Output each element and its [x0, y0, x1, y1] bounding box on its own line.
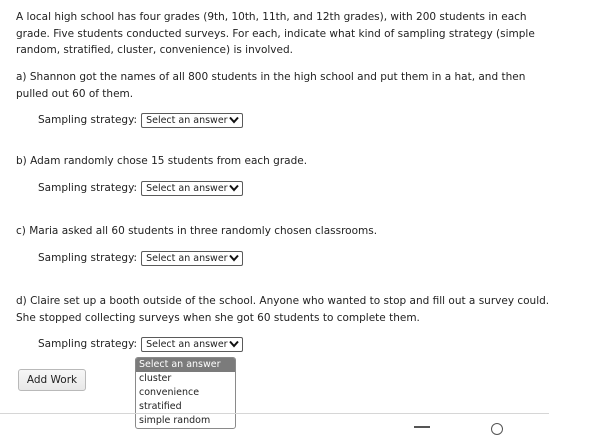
section-divider — [0, 413, 549, 414]
question-b-strategy-row — [38, 180, 243, 196]
select-value: Select an answer — [146, 252, 228, 264]
chevron-down-icon — [229, 116, 239, 124]
sampling-strategy-label: Sampling strategy: — [38, 252, 138, 264]
question-a-select[interactable] — [141, 113, 243, 128]
add-work-button[interactable]: Add Work — [18, 369, 86, 391]
circle-icon — [491, 423, 503, 435]
dropdown-option-cluster[interactable]: cluster — [139, 373, 172, 384]
minus-icon — [414, 426, 430, 428]
chevron-down-icon — [229, 340, 239, 348]
question-c-strategy-row — [38, 250, 243, 266]
question-b-text: b) Adam randomly chose 15 students from each grade. — [16, 155, 308, 167]
question-b-select[interactable] — [141, 181, 243, 196]
question-c-text: c) Maria asked all 60 students in three randomly chosen classrooms. — [16, 225, 378, 237]
question-d-select[interactable] — [141, 337, 243, 352]
question-a-strategy-row — [38, 112, 243, 128]
sampling-strategy-label: Sampling strategy: — [38, 338, 138, 350]
dropdown-option-placeholder[interactable]: Select an answer — [136, 358, 235, 372]
select-value: Select an answer — [146, 182, 228, 194]
select-value: Select an answer — [146, 114, 228, 126]
sampling-strategy-label: Sampling strategy: — [38, 114, 138, 126]
question-d-dropdown-menu — [135, 357, 236, 429]
select-value: Select an answer — [146, 338, 228, 350]
question-c-select[interactable] — [141, 251, 243, 266]
problem-intro: A local high school has four grades (9th, 10th, 11th, and 12th grades), with 200 students in each grade. Five students conducted surveys. For each, indicate what kind of sampling strategy (simple random, stratified, cluster, convenience) is involved. — [16, 11, 535, 56]
dropdown-option-stratified[interactable]: stratified — [139, 401, 182, 412]
question-d-strategy-row — [38, 336, 243, 352]
chevron-down-icon — [229, 254, 239, 262]
question-d-text: d) Claire set up a booth outside of the school. Anyone who wanted to stop and fill out a survey could. She stopped collecting surveys when she got 60 students to complete them. — [16, 295, 550, 324]
sampling-strategy-label: Sampling strategy: — [38, 182, 138, 194]
chevron-down-icon — [229, 184, 239, 192]
dropdown-option-simple-random[interactable]: simple random — [139, 415, 211, 426]
question-a-text: a) Shannon got the names of all 800 students in the high school and put them in a hat, and then pulled out 60 of them. — [16, 71, 526, 100]
dropdown-option-convenience[interactable]: convenience — [139, 387, 200, 398]
